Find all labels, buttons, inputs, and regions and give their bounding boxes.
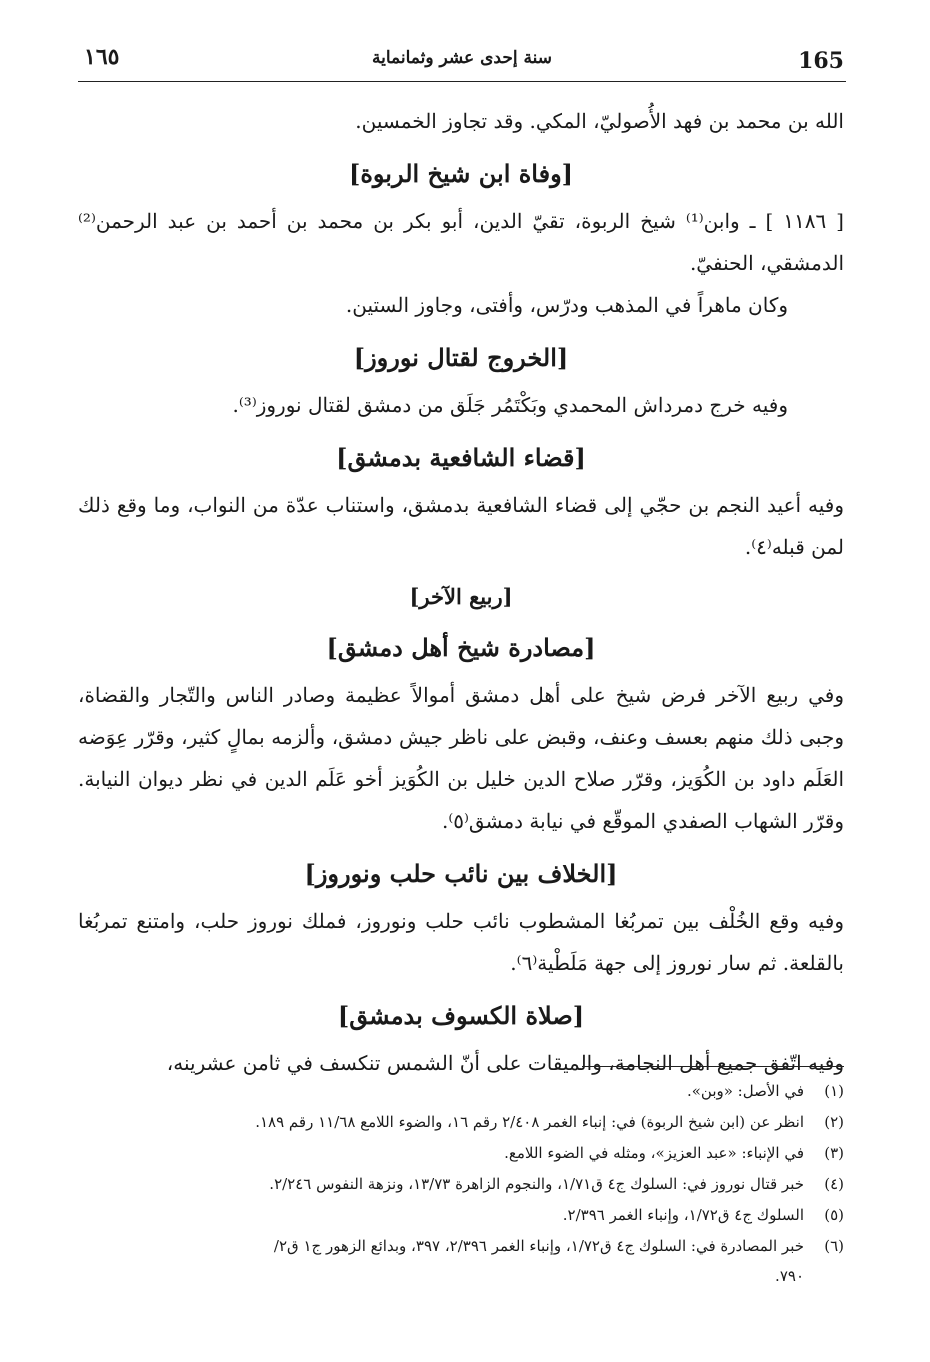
footnote — [78, 1200, 844, 1231]
footnote-text: في الأصل: «وبن». — [686, 1082, 804, 1100]
section-heading-death: [وفاة ابن شيخ الربوة] — [348, 159, 574, 188]
paragraph-confiscation: وفي ربيع الآخر فرض شيخ على أهل دمشق أموالاً عظيمة وصادر الناس والتّجار والقضاة، وجبى ذلك منهم بعسف وعنف، وقبض على ناظر جيش دمشق، وألزمه بمالٍ كثير، وقرّر عِوَضه العَلَم داود بن الكُوَيز، وقرّر صلاح الدين خليل بن الكُوَيز أخو عَلَم الدين في نظر ديوان النيابة. وقرّر الشهاب الصفدي الموقّع في نيابة دمشق⁽٥⁾. — [78, 683, 844, 833]
paragraph-eclipse: وفيه اتّفق جميع أهل النجامة، والميقات على أنّ الشمس تنكسف في ثامن عشرينه، — [166, 1051, 844, 1075]
footnote-number: (٦) — [824, 1237, 844, 1255]
paragraph-judiciary: وفيه أعيد النجم بن حجّي إلى قضاء الشافعية بدمشق، واستناب عدّة من النواب، وما وقع ذلك لمن قبله⁽٤⁾. — [78, 493, 844, 559]
paragraph-dispute: وفيه وقع الخُلْف بين تمربُغا المشطوب نائب حلب ونوروز، فملك نوروز حلب، وامتنع تمربُغا بالقلعة. ثم سار نوروز إلى جهة مَلَطْية⁽٦⁾. — [78, 909, 844, 975]
month-heading: [ربيع الآخر] — [409, 584, 513, 609]
page-number-latin: 165 — [798, 48, 844, 74]
footnote-number: (٢) — [824, 1113, 844, 1131]
footnote-number: (٥) — [824, 1206, 844, 1224]
section-heading-eclipse: [صلاة الكسوف بدمشق] — [337, 1001, 585, 1030]
footnote-number: (٣) — [824, 1144, 844, 1162]
paragraph-biography-detail: وكان ماهراً في المذهب ودرّس، وأفتى، وجاوز الستين. — [345, 293, 788, 317]
paragraph-continued: الله بن محمد بن فهد الأُصوليّ، المكي. وقد تجاوز الخمسين. — [355, 109, 844, 133]
footnote-text: انظر عن (ابن شيخ الربوة) في: إنباء الغمر ٢/٤٠٨ رقم ١٦، والضوء اللامع ١١/٦٨ رقم ١٨٩. — [255, 1113, 804, 1131]
footnote — [78, 1076, 844, 1107]
footnotes — [78, 1076, 844, 1290]
page-number-arabic: ١٦٥ — [84, 44, 120, 70]
footnote-text: خبر قتال نوروز في: السلوك ج٤ ق١/٧١، والنجوم الزاهرة ١٣/٧٣، ونزهة النفوس ٢/٢٤٦. — [269, 1175, 804, 1193]
footnote-rule — [582, 1066, 844, 1067]
page-header — [78, 42, 846, 82]
footnote — [78, 1107, 844, 1138]
section-heading-confiscation: [مصادرة شيخ أهل دمشق] — [326, 633, 596, 662]
paragraph-campaign: وفيه خرج دمرداش المحمدي وبَكْتَمُر جَلَق من دمشق لقتال نوروز⁽³⁾. — [232, 393, 788, 417]
paragraph-biography: [ ١١٨٦ ] ـ وابن⁽¹⁾ شيخ الربوة، تقيّ الدين، أبو بكر بن محمد بن أحمد بن عبد الرحمن⁽²⁾ الدمشقي، الحنفيّ. — [78, 209, 844, 275]
section-heading-campaign: [الخروج لقتال نوروز] — [353, 343, 569, 372]
section-heading-dispute: [الخلاف بين نائب حلب ونوروز] — [304, 859, 618, 888]
header-rule — [78, 81, 846, 82]
footnote-text: السلوك ج٤ ق١/٧٢، وإنباء الغمر ٢/٣٩٦. — [562, 1206, 804, 1224]
footnote-continuation: ٧٩٠. — [775, 1267, 804, 1285]
footnote-text: في الإنباء: «عبد العزيز»، ومثله في الضوء اللامع. — [504, 1144, 804, 1162]
footnote-number: (١) — [824, 1082, 844, 1100]
footnote-text: خبر المصادرة في: السلوك ج٤ ق١/٧٢، وإنباء الغمر ٢/٣٩٦، ٣٩٧، وبدائع الزهور ج١ ق٢/ — [273, 1237, 804, 1255]
footnote — [78, 1138, 844, 1169]
section-heading-judiciary: [قضاء الشافعية بدمشق] — [336, 443, 586, 472]
footnote — [78, 1231, 844, 1262]
main-text — [78, 100, 844, 1084]
footnote-number: (٤) — [824, 1175, 844, 1193]
footnote — [78, 1169, 844, 1200]
running-title: سنة إحدى عشر وثمانماية — [372, 48, 552, 68]
